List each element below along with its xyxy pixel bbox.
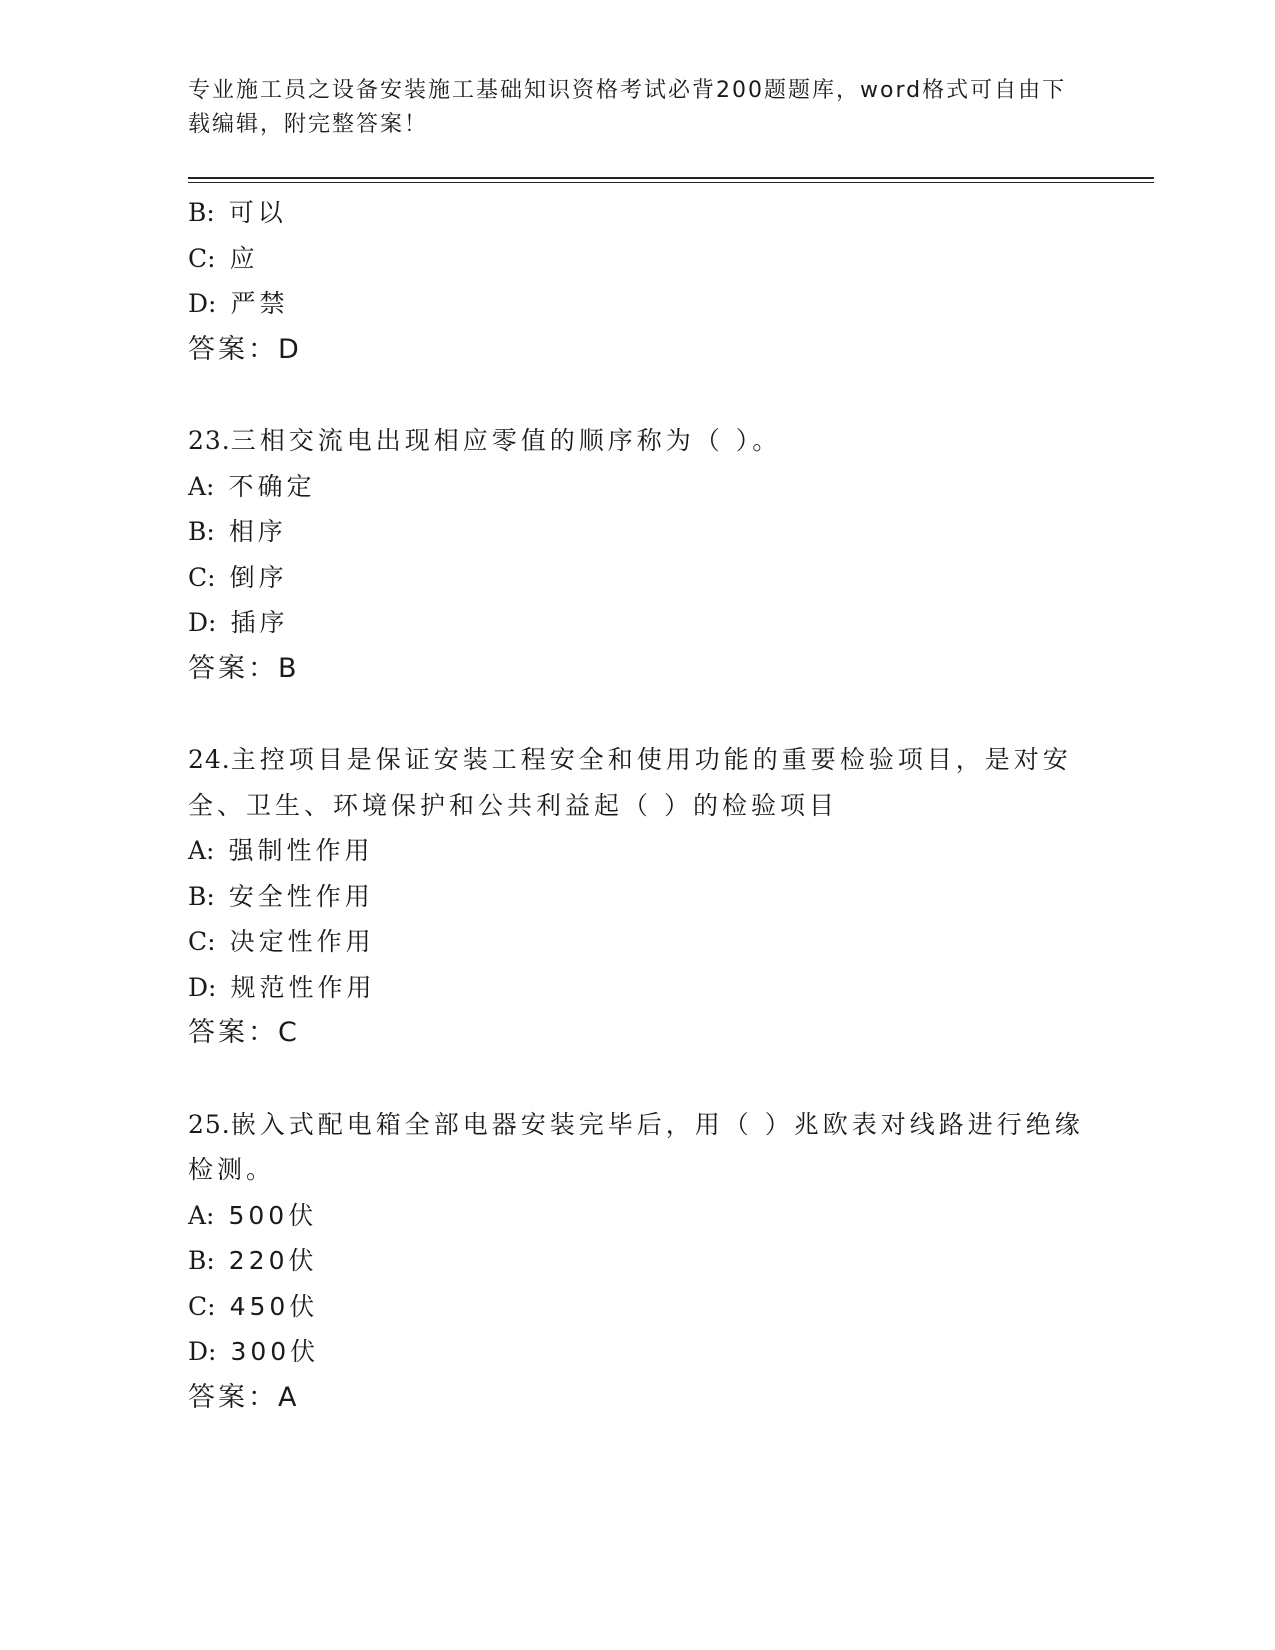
option-text: 450伏 (229, 1291, 319, 1321)
option-text: 倒序 (229, 562, 288, 592)
option-c (188, 555, 1088, 601)
spacer (188, 1056, 1088, 1102)
document-header (188, 74, 1068, 142)
option-c (188, 1284, 1088, 1330)
option-b (188, 509, 1088, 555)
question-22-tail (188, 190, 1088, 372)
question-stem (188, 1102, 1088, 1193)
option-text: 500伏 (228, 1200, 318, 1230)
answer-value: A (278, 1381, 300, 1413)
spacer (188, 691, 1088, 737)
question-number: 23. (188, 426, 231, 455)
option-text: 300伏 (230, 1337, 320, 1366)
option-b (188, 1238, 1088, 1284)
header-text: 专业施工员之设备安装施工基础知识资格考试必背200题题库，word格式可自由下载编辑，附完整答案！ (188, 78, 1067, 137)
option-d (188, 1329, 1088, 1375)
option-text: 相序 (228, 517, 287, 546)
option-key: C: (188, 562, 216, 592)
option-key: B: (188, 881, 215, 911)
option-key: D: (188, 1337, 217, 1366)
question-number: 25. (188, 1109, 231, 1139)
answer-line (188, 1375, 1088, 1421)
option-text: 决定性作用 (229, 927, 375, 956)
question-text: 嵌入式配电箱全部电器安装完毕后，用（ ）兆欧表对线路进行绝缘检测。 (188, 1109, 1084, 1184)
question-text: 主控项目是保证安装工程安全和使用功能的重要检验项目，是对安全、卫生、环境保护和公共利益起（ ）的检验项目 (188, 745, 1072, 820)
option-text: 严禁 (230, 289, 289, 318)
option-key: D: (188, 972, 217, 1002)
option-text: 不确定 (228, 471, 316, 501)
option-text: 安全性作用 (228, 881, 374, 911)
option-key: D: (188, 289, 217, 318)
answer-value: D (278, 333, 302, 365)
question-23 (188, 418, 1088, 691)
answer-line (188, 1010, 1088, 1056)
option-a (188, 828, 1088, 874)
option-text: 220伏 (228, 1246, 318, 1275)
option-text: 可以 (228, 198, 287, 227)
option-d (188, 965, 1088, 1011)
option-key: A: (188, 836, 215, 865)
header-divider-thin (188, 182, 1154, 183)
option-text: 插序 (230, 608, 289, 637)
option-key: A: (188, 471, 215, 501)
answer-label: 答案： (188, 1381, 278, 1413)
option-c (188, 919, 1088, 965)
option-text: 应 (229, 243, 259, 273)
question-number: 24. (188, 745, 231, 774)
option-key: C: (188, 243, 216, 273)
header-divider-thick (188, 177, 1154, 179)
option-text: 强制性作用 (228, 836, 374, 865)
question-list (188, 190, 1088, 1420)
question-24 (188, 737, 1088, 1056)
option-key: C: (188, 927, 216, 956)
option-key: C: (188, 1291, 216, 1321)
question-stem (188, 737, 1088, 828)
option-key: B: (188, 517, 215, 546)
option-a (188, 1193, 1088, 1239)
answer-value: C (278, 1017, 300, 1048)
answer-value: B (278, 652, 300, 684)
answer-line (188, 646, 1088, 692)
answer-label: 答案： (188, 1017, 278, 1048)
option-d (188, 281, 1088, 327)
question-25 (188, 1102, 1088, 1421)
spacer (188, 372, 1088, 418)
option-a (188, 464, 1088, 510)
option-key: D: (188, 608, 217, 637)
option-b (188, 190, 1088, 236)
question-stem (188, 418, 1088, 464)
option-b (188, 874, 1088, 920)
option-c (188, 236, 1088, 282)
option-text: 规范性作用 (230, 972, 376, 1002)
option-key: B: (188, 198, 215, 227)
answer-label: 答案： (188, 333, 278, 365)
option-d (188, 600, 1088, 646)
answer-label: 答案： (188, 652, 278, 684)
question-text: 三相交流电出现相应零值的顺序称为（ ）。 (230, 426, 782, 455)
option-key: B: (188, 1246, 215, 1275)
answer-line (188, 327, 1088, 373)
option-key: A: (188, 1200, 215, 1230)
